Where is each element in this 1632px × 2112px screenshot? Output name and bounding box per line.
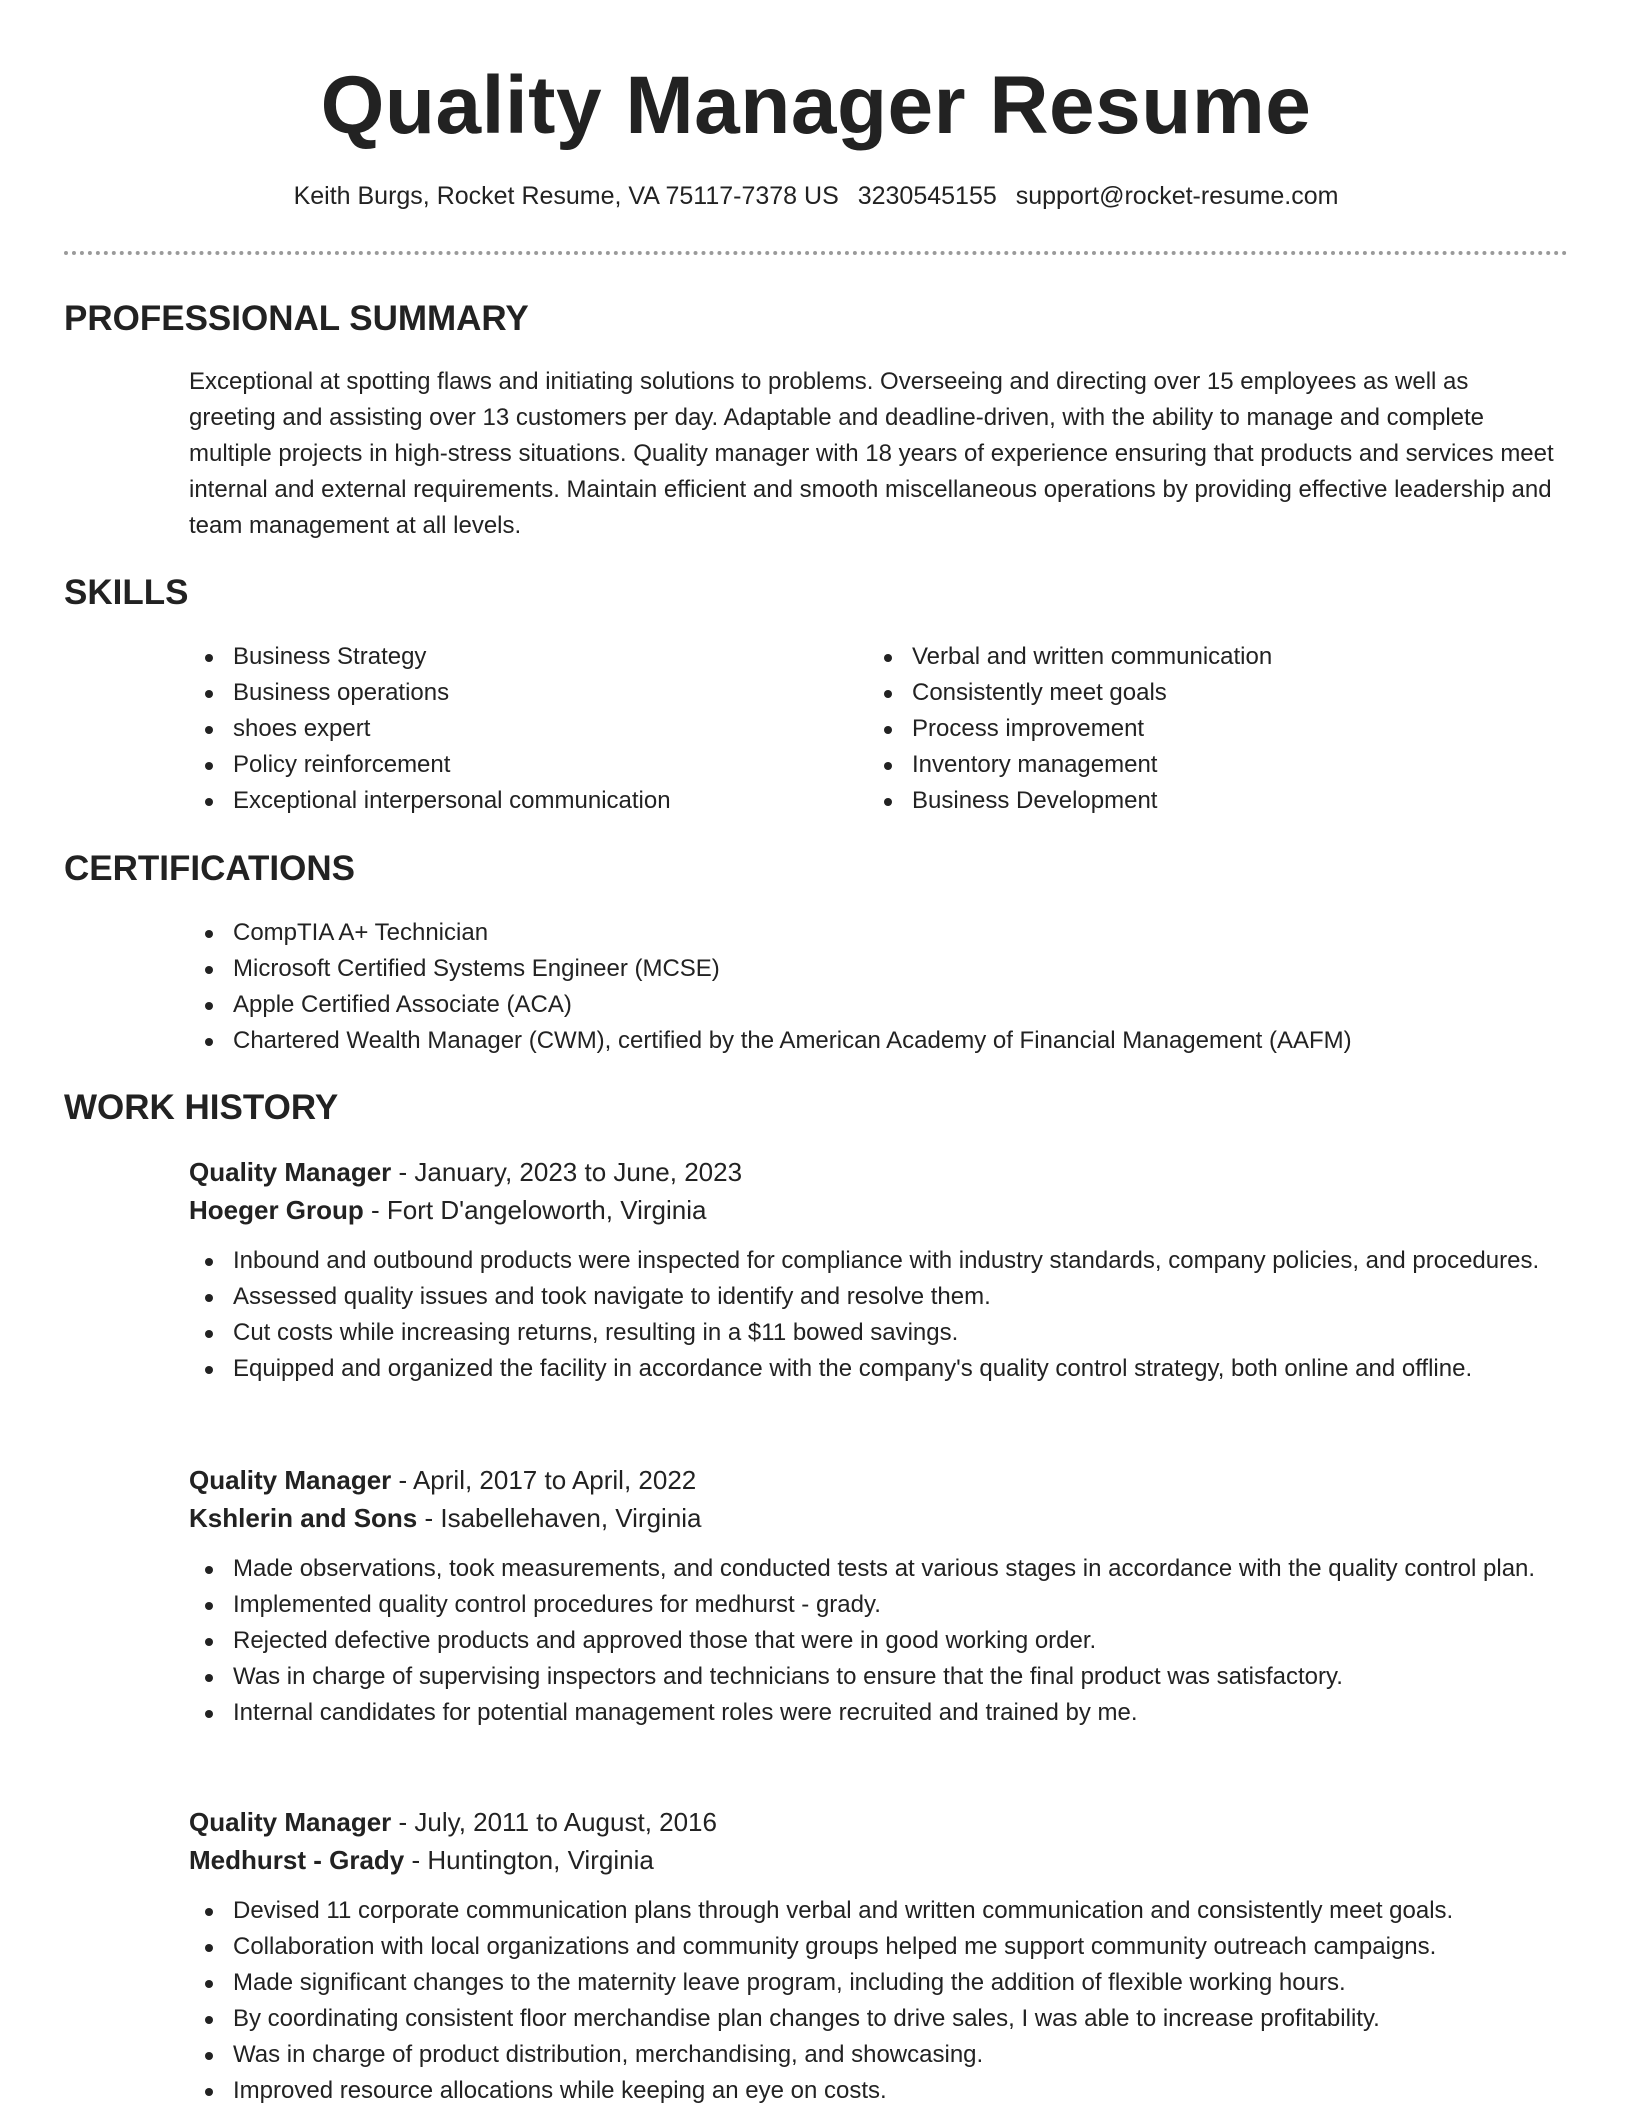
job-duty-item: Internal candidates for potential management roles were recruited and trained by me.: [189, 1695, 1569, 1731]
job-company-line: [189, 1191, 1569, 1229]
job-company: Kshlerin and Sons: [189, 1503, 418, 1533]
skill-item: Business operations: [189, 675, 829, 711]
job-location: - Isabellehaven, Virginia: [417, 1503, 702, 1533]
contact-phone: 3230545155: [857, 182, 997, 210]
header-divider: [64, 251, 1568, 255]
job-title: Quality Manager: [189, 1157, 392, 1187]
job-title-line: [189, 1803, 1569, 1841]
job-title: Quality Manager: [189, 1465, 392, 1495]
job-duty-item: Devised 11 corporate communication plans through verbal and written communication and consistently meet goals.: [189, 1893, 1569, 1929]
skills-heading: SKILLS: [64, 573, 189, 612]
contact-line: [0, 180, 1632, 212]
job-entry: [189, 1461, 1569, 1731]
job-duty-item: Improved resource allocations while keeping an eye on costs.: [189, 2073, 1569, 2109]
skill-item: Inventory management: [868, 747, 1508, 783]
job-location: - Huntington, Virginia: [404, 1845, 654, 1875]
job-duty-item: Assessed quality issues and took navigate to identify and resolve them.: [189, 1279, 1569, 1315]
skill-item: Process improvement: [868, 711, 1508, 747]
skill-item: shoes expert: [189, 711, 829, 747]
contact-email: support@rocket-resume.com: [1015, 182, 1339, 210]
job-location: - Fort D'angeloworth, Virginia: [363, 1195, 707, 1225]
job-company: Hoeger Group: [189, 1195, 364, 1225]
skill-item: Verbal and written communication: [868, 639, 1508, 675]
job-duty-item: Collaboration with local organizations and community groups helped me support community outreach campaigns.: [189, 1929, 1569, 1965]
skill-item: Business Development: [868, 783, 1508, 819]
skill-item: Policy reinforcement: [189, 747, 829, 783]
job-duty-item: Was in charge of product distribution, merchandising, and showcasing.: [189, 2037, 1569, 2073]
summary-heading: PROFESSIONAL SUMMARY: [64, 299, 529, 338]
job-duties: [189, 1893, 1569, 2109]
job-duty-item: Made significant changes to the maternity leave program, including the addition of flexible working hours.: [189, 1965, 1569, 2001]
job-duties: [189, 1551, 1569, 1731]
summary-text: Exceptional at spotting flaws and initiating solutions to problems. Overseeing and directing over 15 employees as well as greeting and assisting over 13 customers per day. Adaptable and deadline-driven, with the ability to manage and complete multiple projects in high-stress situations. Quality manager with 18 years of experience ensuring that products and services meet internal and external requirements. Maintain efficient and smooth miscellaneous operations by providing effective leadership and team management at all levels.: [189, 368, 1554, 539]
certification-item: Apple Certified Associate (ACA): [189, 987, 1569, 1023]
skills-right-column: [868, 639, 1508, 819]
job-duty-item: Was in charge of supervising inspectors and technicians to ensure that the final product was satisfactory.: [189, 1659, 1569, 1695]
job-duty-item: By coordinating consistent floor merchandise plan changes to drive sales, I was able to increase profitability.: [189, 2001, 1569, 2037]
job-title-line: [189, 1461, 1569, 1499]
job-duty-item: Inbound and outbound products were inspected for compliance with industry standards, company policies, and procedures.: [189, 1243, 1569, 1279]
job-title-line: [189, 1153, 1569, 1191]
job-company: Medhurst - Grady: [189, 1845, 405, 1875]
job-dates: - April, 2017 to April, 2022: [391, 1465, 697, 1495]
job-title: Quality Manager: [189, 1807, 392, 1837]
certification-item: CompTIA A+ Technician: [189, 915, 1569, 951]
certifications-heading: CERTIFICATIONS: [64, 849, 356, 888]
skills-left-column: [189, 639, 829, 819]
job-duty-item: Equipped and organized the facility in accordance with the company's quality control strategy, both online and offline.: [189, 1351, 1569, 1387]
skill-item: Business Strategy: [189, 639, 829, 675]
job-entry: [189, 1803, 1569, 2109]
job-entry: [189, 1153, 1569, 1387]
skill-item: Consistently meet goals: [868, 675, 1508, 711]
skill-item: Exceptional interpersonal communication: [189, 783, 829, 819]
job-dates: - January, 2023 to June, 2023: [391, 1157, 743, 1187]
resume-title: Quality Manager Resume: [320, 60, 1312, 151]
certifications-list: [189, 915, 1569, 1059]
job-duty-item: Made observations, took measurements, and conducted tests at various stages in accordance with the quality control plan.: [189, 1551, 1569, 1587]
job-duty-item: Rejected defective products and approved those that were in good working order.: [189, 1623, 1569, 1659]
certification-item: Chartered Wealth Manager (CWM), certified by the American Academy of Financial Management (AAFM): [189, 1023, 1569, 1059]
contact-address: Keith Burgs, Rocket Resume, VA 75117-7378 US: [293, 182, 839, 210]
job-company-line: [189, 1841, 1569, 1879]
job-duty-item: Cut costs while increasing returns, resulting in a $11 bowed savings.: [189, 1315, 1569, 1351]
job-company-line: [189, 1499, 1569, 1537]
certification-item: Microsoft Certified Systems Engineer (MCSE): [189, 951, 1569, 987]
work-history-heading: WORK HISTORY: [64, 1088, 339, 1127]
job-duty-item: Implemented quality control procedures for medhurst - grady.: [189, 1587, 1569, 1623]
job-duties: [189, 1243, 1569, 1387]
job-dates: - July, 2011 to August, 2016: [391, 1807, 717, 1837]
